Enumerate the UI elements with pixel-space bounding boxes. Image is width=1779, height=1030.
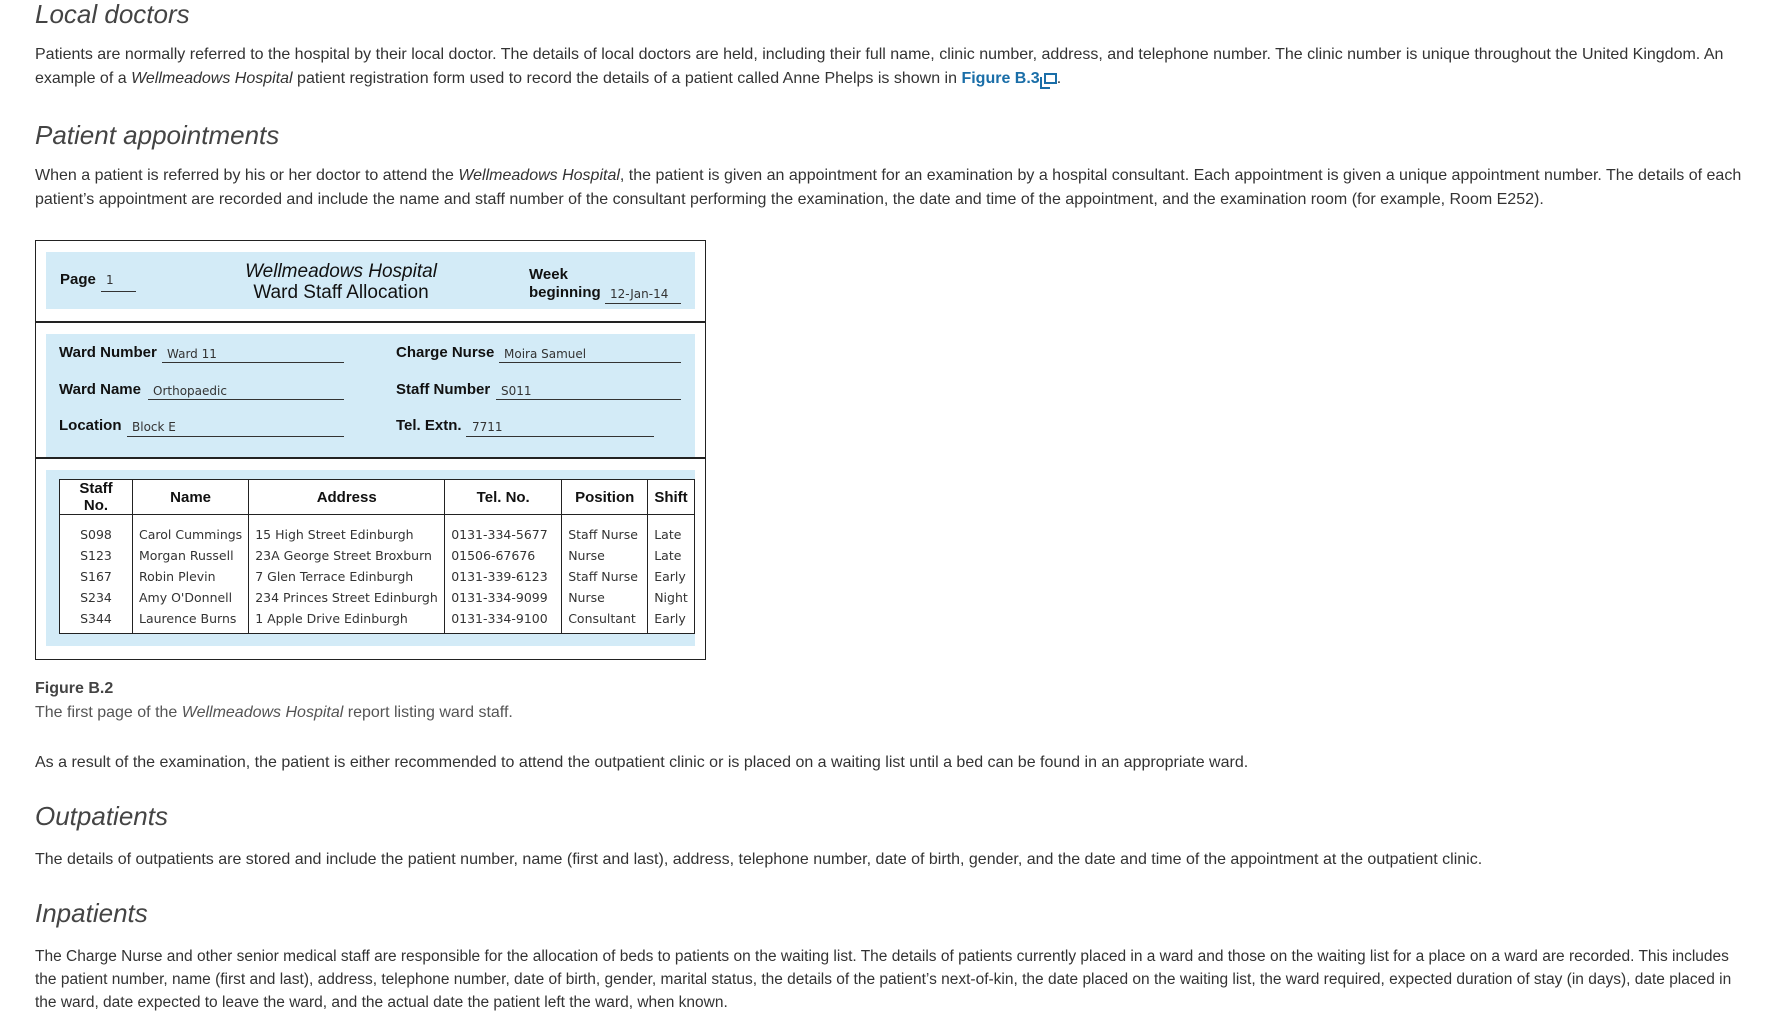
underline [101, 291, 136, 292]
cell-staff-no: S344 [60, 608, 133, 634]
table-row [60, 545, 695, 566]
cell-position: Staff Nurse [562, 515, 648, 546]
figure-b3-link[interactable] [961, 70, 1056, 87]
figure-hospital-title: Wellmeadows Hospital [245, 261, 437, 282]
cell-shift: Night [648, 587, 695, 608]
figure-report-title: Ward Staff Allocation [253, 282, 429, 303]
cell-position: Nurse [562, 587, 648, 608]
figure-b2 [35, 240, 706, 660]
ward-name-value: Orthopaedic [153, 384, 227, 398]
page-label: Page [60, 271, 96, 288]
location-label: Location [59, 417, 122, 434]
paragraph-local-doctors [35, 43, 1747, 91]
cell-staff-no: S234 [60, 587, 133, 608]
heading-patient-appointments: Patient appointments [35, 120, 280, 150]
week-value: 12-Jan-14 [610, 287, 669, 301]
table-row [60, 608, 695, 634]
text: When a patient is referred by his or her doctor to attend the [35, 167, 459, 184]
ward-name-label: Ward Name [59, 381, 141, 398]
cell-shift: Late [648, 515, 695, 546]
tel-extn-label: Tel. Extn. [396, 417, 462, 434]
underline [466, 436, 654, 437]
column-header: Position [562, 480, 648, 515]
figure-b3-link-label: Figure B.3 [961, 70, 1040, 87]
text: Patients are normally referred to the hospital by their local doctor. The details of local doctors are held, including their full name, clinic number, address, and telephone number. The clinic number is unique throughout the United Kingdom. An example of a [35, 46, 1724, 87]
staff-number-label: Staff Number [396, 381, 491, 398]
text-italic: Wellmeadows Hospital [458, 167, 620, 184]
charge-nurse-value: Moira Samuel [504, 347, 587, 361]
cell-shift: Early [648, 566, 695, 587]
column-header: Shift [648, 480, 695, 515]
charge-nurse-label: Charge Nurse [396, 344, 495, 361]
cell-staff-no: S098 [60, 515, 133, 546]
location-value: Block E [132, 420, 176, 434]
paragraph-outpatients: The details of outpatients are stored and include the patient number, name (first and last), address, telephone number, date of birth, gender, and the date and time of the appointment at the outpatient clinic. [35, 851, 1483, 868]
underline [499, 362, 681, 363]
beginning-label: beginning [529, 284, 601, 301]
underline [127, 436, 344, 437]
heading-outpatients: Outpatients [35, 801, 168, 831]
heading-inpatients: Inpatients [35, 898, 148, 928]
cell-name: Amy O'Donnell [133, 587, 249, 608]
column-header: Staff No. [60, 480, 133, 515]
cell-staff-no: S167 [60, 566, 133, 587]
paragraph-patient-appointments [35, 164, 1747, 212]
cell-tel: 0131-334-9099 [445, 587, 562, 608]
cell-position: Consultant [562, 608, 648, 634]
cell-name: Robin Plevin [133, 566, 249, 587]
staff-number-value: S011 [501, 384, 532, 398]
tel-extn-value: 7711 [472, 420, 503, 434]
ward-number-label: Ward Number [59, 344, 157, 361]
page-value: 1 [106, 273, 114, 287]
text: , the patient is given an appointment for an examination by a hospital consultant. Each appointment is given a unique appointment number. The details of each patient’s appointment are recorded and include the name and staff number of the consultant performing the examination, the date and time of the appointment, and the examination room (for example, Room E252). [35, 167, 1742, 208]
heading-local-doctors: Local doctors [35, 0, 190, 29]
paragraph-inpatients: The Charge Nurse and other senior medical staff are responsible for the allocation of beds to patients on the waiting list. The details of patients currently placed in a ward and those on the waiting list for a place on a ward are recorded. This includes the patient number, name (first and last), address, telephone number, date of birth, gender, marital status, the details of the patient’s next-of-kin, the date placed on the waiting list, the ward required, expected duration of stay (in days), date placed in the ward, date expected to leave the ward, and the actual date the patient left the ward, when known. [35, 948, 1732, 1011]
column-header: Tel. No. [445, 480, 562, 515]
table-header-row [60, 480, 695, 515]
column-header: Name [133, 480, 249, 515]
cell-tel: 01506-67676 [445, 545, 562, 566]
cell-address: 1 Apple Drive Edinburgh [249, 608, 445, 634]
cell-address: 15 High Street Edinburgh [249, 515, 445, 546]
ward-number-value: Ward 11 [167, 347, 217, 361]
paragraph-examination-result: As a result of the examination, the patient is either recommended to attend the outpatient clinic or is placed on a waiting list until a bed can be found in an appropriate ward. [35, 754, 1249, 771]
text-italic: Wellmeadows Hospital [131, 70, 293, 87]
table-row [60, 515, 695, 546]
external-window-icon [1044, 73, 1057, 84]
week-label: Week [529, 266, 568, 283]
cell-name: Morgan Russell [133, 545, 249, 566]
text: The first page of the [35, 704, 182, 721]
divider [36, 457, 705, 459]
underline [605, 303, 681, 304]
staff-table [59, 479, 695, 634]
text-italic: Wellmeadows Hospital [181, 704, 344, 721]
underline [496, 399, 681, 400]
underline [148, 399, 344, 400]
cell-address: 7 Glen Terrace Edinburgh [249, 566, 445, 587]
table-row [60, 587, 695, 608]
column-header: Address [249, 480, 445, 515]
figure-caption-title: Figure B.2 [35, 680, 114, 697]
table-row [60, 566, 695, 587]
cell-address: 234 Princes Street Edinburgh [249, 587, 445, 608]
cell-position: Nurse [562, 545, 648, 566]
text: . [1056, 70, 1062, 87]
cell-position: Staff Nurse [562, 566, 648, 587]
underline [162, 362, 344, 363]
cell-tel: 0131-334-5677 [445, 515, 562, 546]
text: report listing ward staff. [343, 704, 513, 721]
cell-address: 23A George Street Broxburn [249, 545, 445, 566]
text: patient registration form used to record the details of a patient called Anne Phelps is shown in [292, 70, 962, 87]
divider [36, 321, 705, 323]
cell-name: Laurence Burns [133, 608, 249, 634]
cell-tel: 0131-334-9100 [445, 608, 562, 634]
cell-shift: Late [648, 545, 695, 566]
figure-caption-text [35, 704, 513, 722]
cell-staff-no: S123 [60, 545, 133, 566]
cell-shift: Early [648, 608, 695, 634]
cell-name: Carol Cummings [133, 515, 249, 546]
cell-tel: 0131-339-6123 [445, 566, 562, 587]
